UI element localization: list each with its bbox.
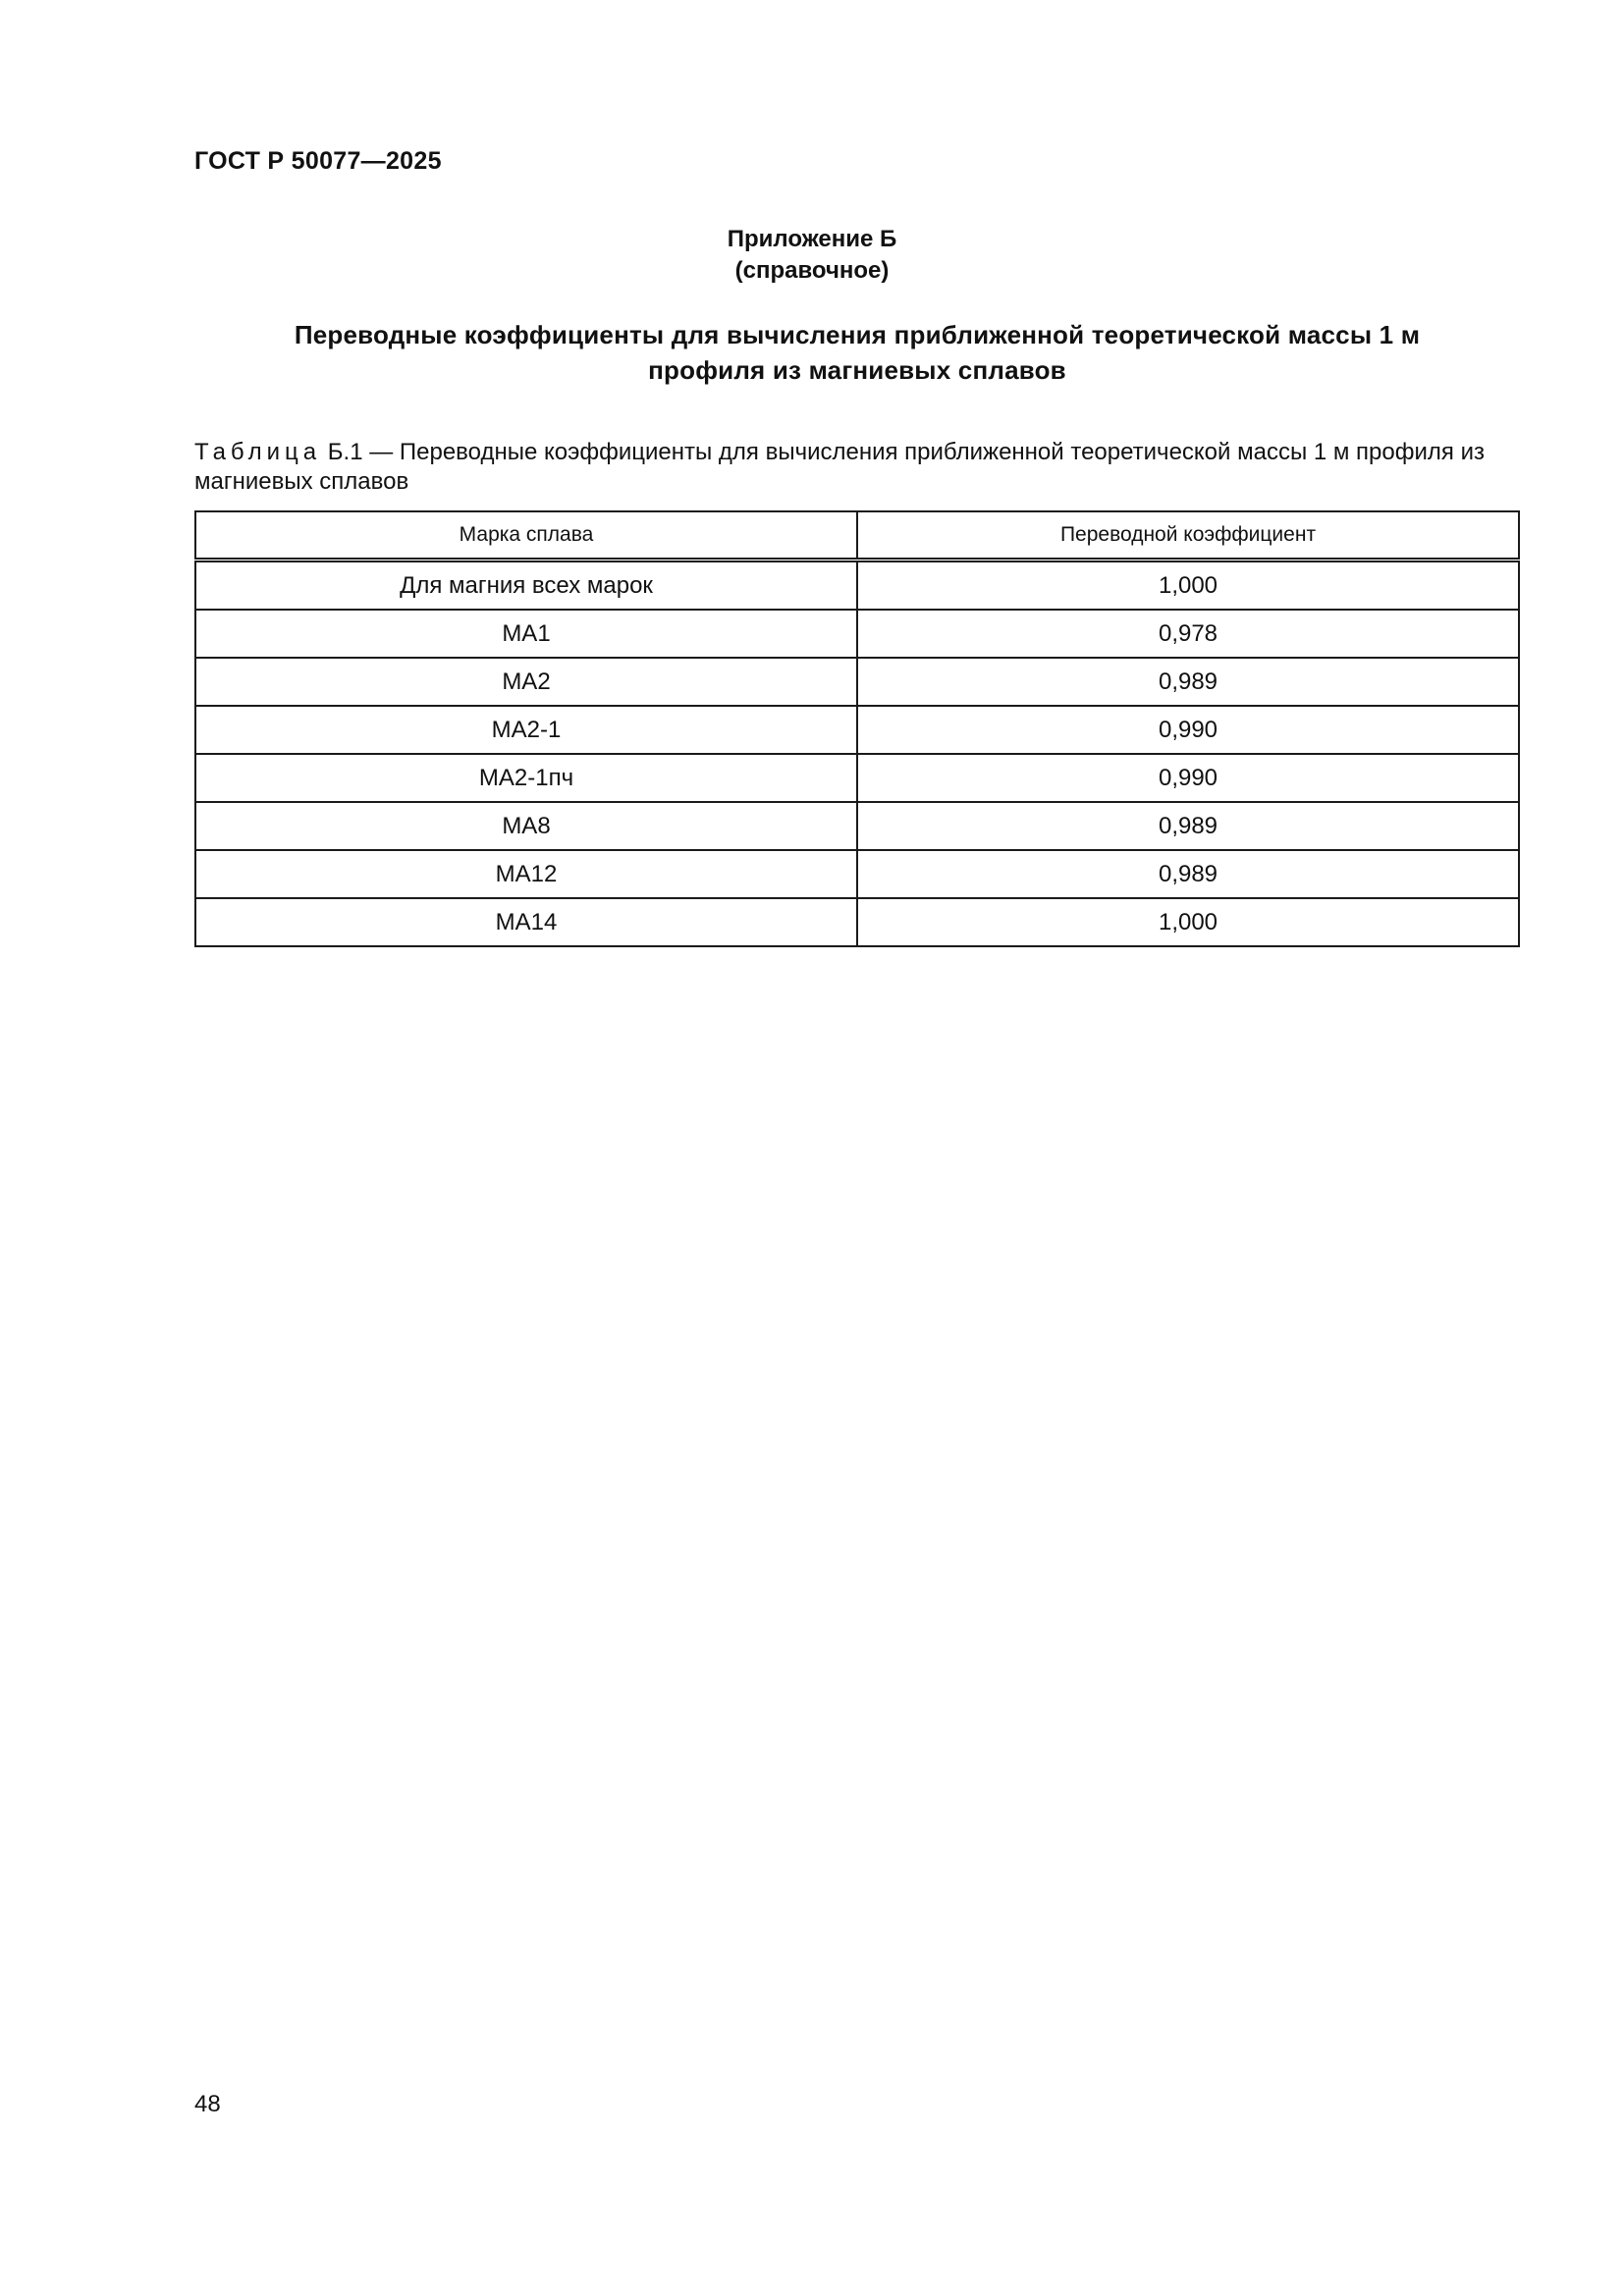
- coefficient-cell: 0,978: [857, 610, 1519, 658]
- table-row: [195, 850, 1519, 898]
- coefficient-cell: 1,000: [857, 898, 1519, 946]
- alloy-cell: МА2-1: [195, 706, 857, 754]
- column-header-coefficient: Переводной коэффициент: [857, 511, 1519, 561]
- appendix-kind: (справочное): [734, 257, 890, 284]
- coefficients-table-container: [194, 510, 1520, 947]
- table-row: [195, 561, 1519, 611]
- alloy-cell: МА12: [195, 850, 857, 898]
- coefficient-cell: 0,989: [857, 802, 1519, 850]
- coefficient-cell: 0,989: [857, 658, 1519, 706]
- appendix-heading: [0, 224, 1624, 287]
- table-row: [195, 658, 1519, 706]
- coefficient-cell: 0,990: [857, 706, 1519, 754]
- coefficient-cell: 0,990: [857, 754, 1519, 802]
- coefficient-cell: 1,000: [857, 561, 1519, 611]
- section-title-line-1: Переводные коэффициенты для вычисления приближенной теоретической массы 1 м: [294, 320, 1421, 349]
- table-caption: [194, 438, 1530, 497]
- appendix-label: Приложение Б: [727, 226, 897, 252]
- column-header-alloy: Марка сплава: [195, 511, 857, 561]
- table-caption-label: Таблица: [194, 439, 322, 465]
- section-title: [194, 317, 1520, 388]
- alloy-cell: МА2-1пч: [195, 754, 857, 802]
- alloy-cell: МА14: [195, 898, 857, 946]
- table-header-row: [195, 511, 1519, 561]
- alloy-cell: МА1: [195, 610, 857, 658]
- table-row: [195, 706, 1519, 754]
- page-number: 48: [194, 2091, 221, 2117]
- alloy-cell: МА8: [195, 802, 857, 850]
- alloy-cell: Для магния всех марок: [195, 561, 857, 611]
- table-row: [195, 898, 1519, 946]
- section-title-line-2: профиля из магниевых сплавов: [648, 355, 1066, 385]
- alloy-cell: МА2: [195, 658, 857, 706]
- table-row: [195, 610, 1519, 658]
- table-caption-text: Б.1 — Переводные коэффициенты для вычисления приближенной теоретической массы 1 м профиля из магниевых сплавов: [194, 439, 1485, 495]
- table-row: [195, 802, 1519, 850]
- coefficients-table: [194, 510, 1520, 947]
- document-header: ГОСТ Р 50077—2025: [194, 147, 442, 175]
- table-row: [195, 754, 1519, 802]
- coefficient-cell: 0,989: [857, 850, 1519, 898]
